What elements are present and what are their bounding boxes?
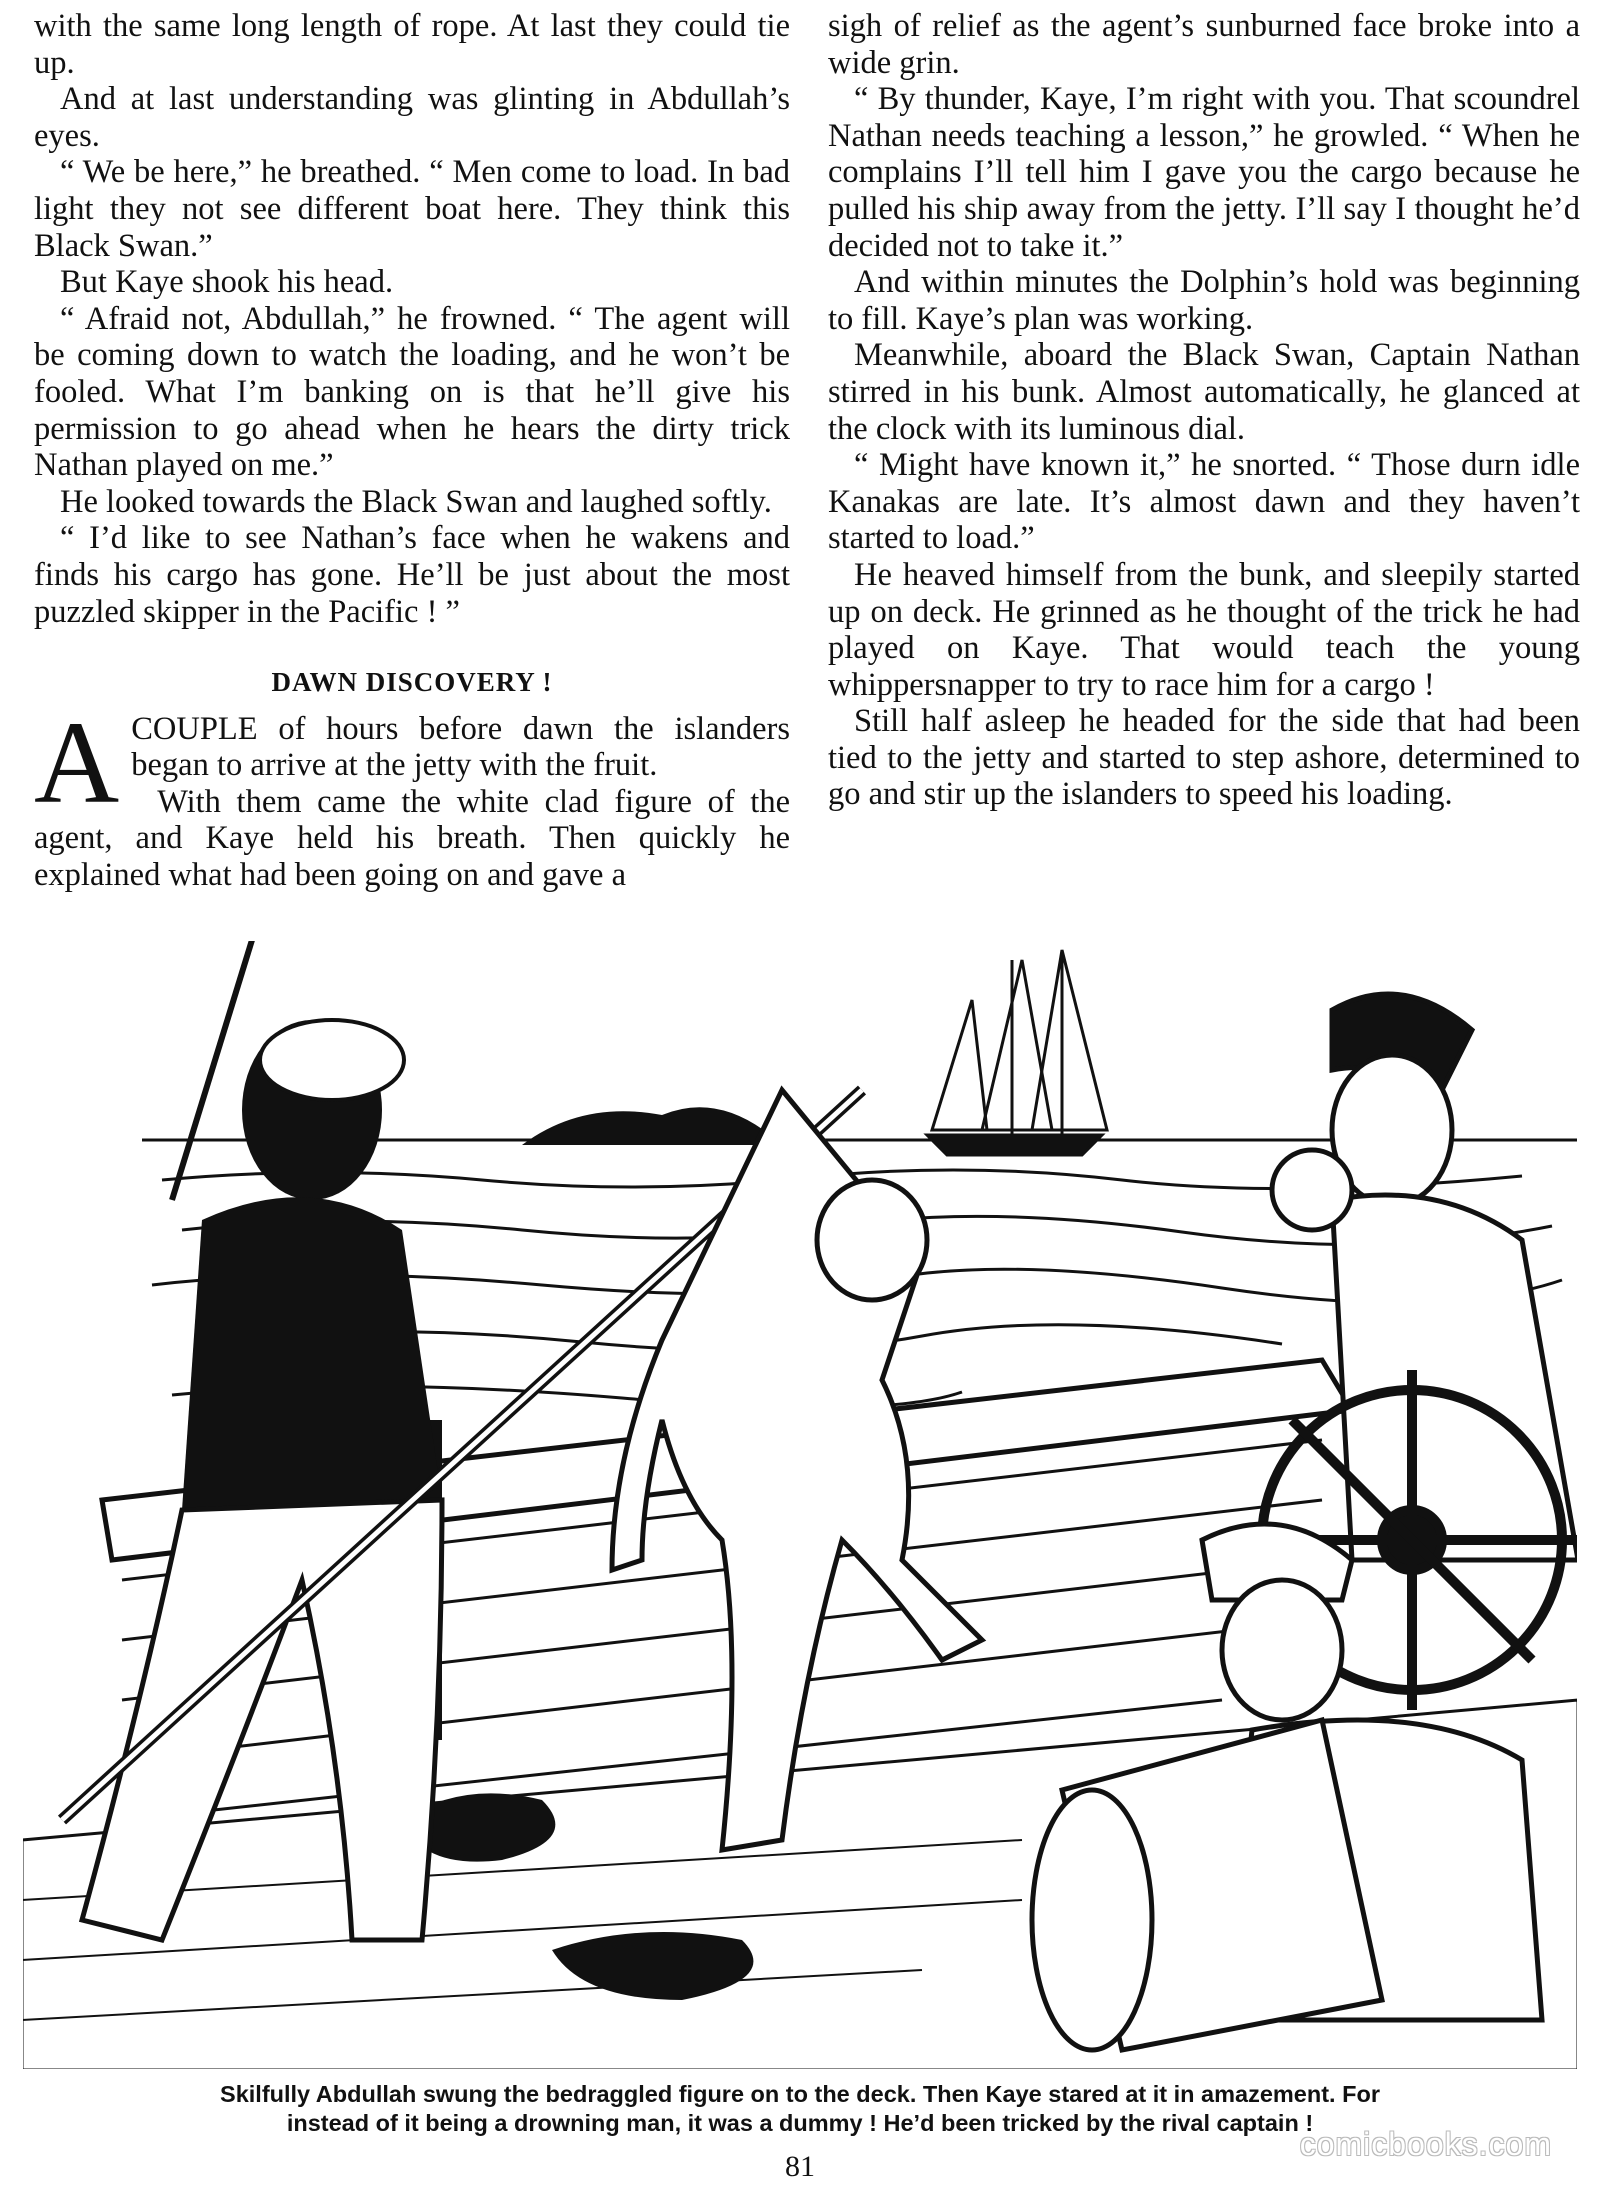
story-paragraph: And within minutes the Dolphin’s hold was beginning to fill. Kaye’s plan was working.: [828, 264, 1580, 337]
story-paragraph: With them came the white clad figure of the agent, and Kaye held his breath. Then quickly he explained what had been going on and gave a: [34, 783, 790, 894]
drop-cap-paragraph: [34, 696, 790, 828]
story-paragraph: And at last understanding was glinting in Abdullah’s eyes.: [34, 81, 790, 154]
ship-deck-illustration: [22, 940, 1578, 2070]
left-text-column: [34, 8, 790, 894]
story-paragraph: “ I’d like to see Nathan’s face when he wakens and finds his cargo has gone. He’ll be just about the most puzzled skipper in the Pacific ! ”: [34, 520, 790, 630]
story-paragraph: But Kaye shook his head.: [60, 264, 394, 301]
story-paragraph: Meanwhile, aboard the Black Swan, Captain Nathan stirred in his bunk. Almost automatically, he glanced at the clock with its luminous dial.: [828, 337, 1580, 447]
story-paragraph: “ By thunder, Kaye, I’m right with you. That scoundrel Nathan needs teaching a lesson,” he growled. “ When he complains I’ll tell him I gave you the cargo because he pulled his ship away from the jetty. I’ll say I thought he’d decided not to take it.”: [828, 81, 1580, 264]
story-paragraph: with the same long length of rope. At last they could tie up.: [34, 8, 790, 81]
section-heading: DAWN DISCOVERY !: [271, 667, 553, 698]
drop-cap-paragraph-text: COUPLE of hours before dawn the islanders began to arrive at the jetty with the fruit.: [131, 710, 790, 784]
story-illustration: [22, 940, 1578, 2070]
caption-line-1: Skilfully Abdullah swung the bedraggled figure on to the deck. Then Kaye stared at it in amazement. For: [220, 2081, 1380, 2107]
drop-cap-letter: A: [34, 696, 120, 828]
right-paragraphs: [828, 8, 1580, 813]
story-paragraph: He heaved himself from the bunk, and sleepily started up on deck. He grinned as he thought of the trick he had played on Kaye. That would teach the young whippersnapper to try to race him for a cargo !: [828, 556, 1580, 703]
caption-line-2: instead of it being a drowning man, it was a dummy ! He’d been tricked by the rival captain !: [286, 2110, 1314, 2136]
page-number: 81: [785, 2150, 815, 2183]
left-paragraphs-after-heading: [34, 784, 790, 894]
story-paragraph: He looked towards the Black Swan and laughed softly.: [60, 483, 772, 520]
story-paragraph: “ Might have known it,” he snorted. “ Those durn idle Kanakas are late. It’s almost dawn and they haven’t started to load.”: [828, 447, 1580, 557]
right-text-column: [828, 8, 1580, 813]
watermark: comicbooks.com: [1299, 2126, 1552, 2162]
story-paragraph: sigh of relief as the agent’s sunburned face broke into a wide grin.: [828, 8, 1580, 81]
story-paragraph: “ Afraid not, Abdullah,” he frowned. “ The agent will be coming down to watch the loading, and he won’t be fooled. What I’m banking on is that he’ll give his permission to go ahead when he hears the dirty trick Nathan played on me.”: [34, 300, 790, 484]
story-paragraph: Still half asleep he headed for the side that had been tied to the jetty and started to step ashore, determined to go and stir up the islanders to speed his loading.: [828, 703, 1580, 813]
left-paragraphs: [34, 8, 790, 630]
story-paragraph: “ We be here,” he breathed. “ Men come to load. In bad light they not see different boat here. They think this Black Swan.”: [34, 154, 790, 264]
